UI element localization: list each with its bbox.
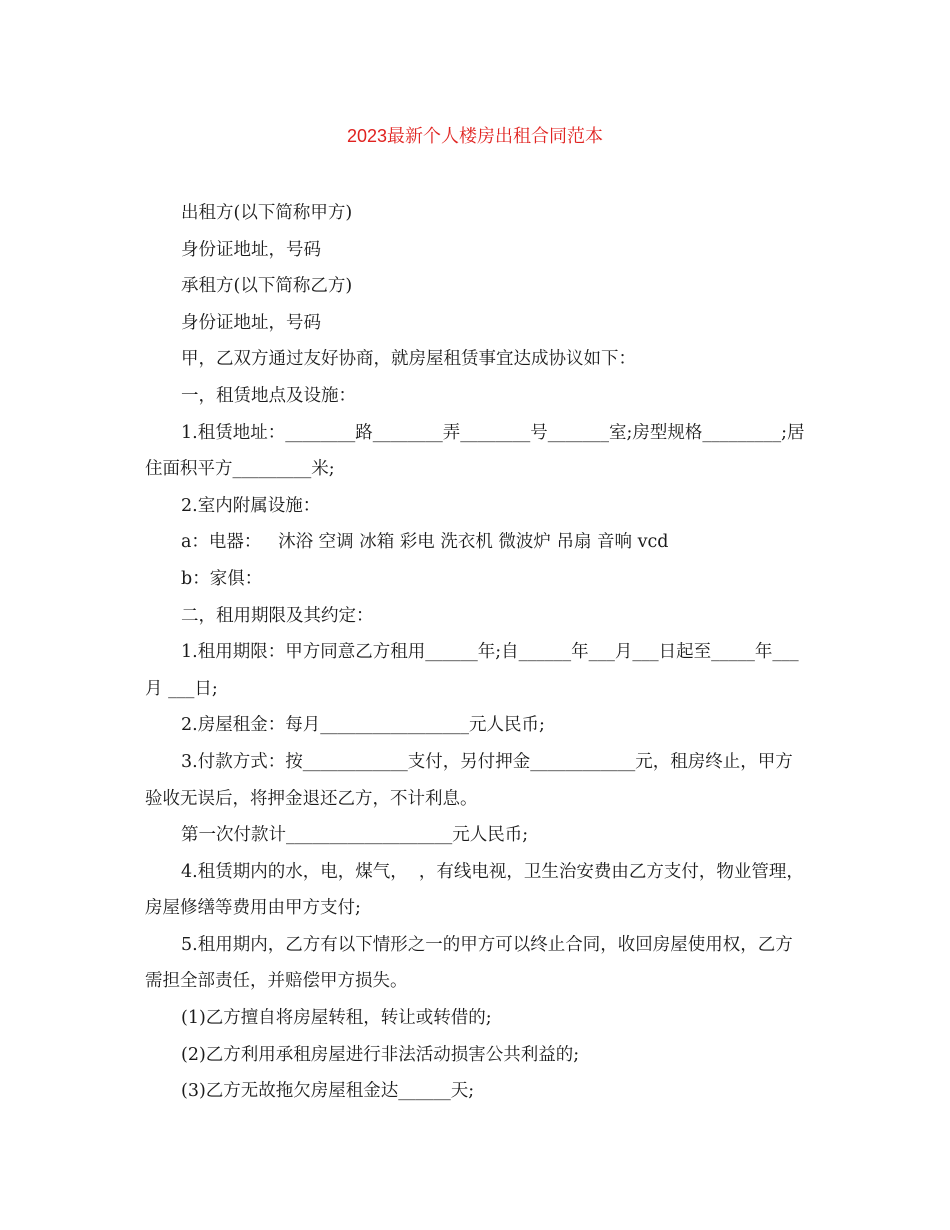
paragraph: 第一次付款计___________________元人民币; [181, 825, 529, 846]
paragraph: 承租方(以下简称乙方) [181, 276, 353, 297]
section-heading: 一，租赁地点及设施： [181, 385, 356, 406]
paragraph: 3.付款方式：按____________支付，另付押金____________元，租房终止，甲方验收无误后，将押金退还乙方，不计利息。 [145, 751, 793, 809]
paragraph: a：电器： 沐浴 空调 冰箱 彩电 洗衣机 微波炉 吊扇 音响 vcd [181, 532, 669, 553]
document-title: 2023最新个人楼房出租合同范本 [346, 126, 604, 146]
list-item: (1)乙方擅自将房屋转租，转让或转借的; [181, 1008, 492, 1029]
paragraph: 身份证地址，号码 [181, 312, 321, 333]
paragraph: 身份证地址，号码 [181, 239, 321, 260]
paragraph: 4.租赁期内的水，电，煤气， ，有线电视，卫生治安费由乙方支付，物业管理，房屋修缮等费用由甲方支付; [145, 861, 804, 919]
paragraph: 1.租用期限：甲方同意乙方租用______年;自______年___月___日起至_____年___月 ___日; [145, 642, 799, 699]
section-heading: 二，租用期限及其约定： [181, 605, 374, 626]
paragraph: 甲，乙双方通过友好协商，就房屋租赁事宜达成协议如下： [181, 349, 636, 370]
paragraph: 出租方(以下简称甲方) [181, 203, 353, 223]
paragraph: 2.房屋租金：每月_________________元人民币; [181, 715, 545, 736]
paragraph: 5.租用期内，乙方有以下情形之一的甲方可以终止合同，收回房屋使用权，乙方需担全部责任，并赔偿甲方损失。 [145, 934, 793, 992]
list-item: (3)乙方无故拖欠房屋租金达______天; [181, 1081, 475, 1102]
list-item: (2)乙方利用承租房屋进行非法活动损害公共利益的; [181, 1044, 580, 1065]
paragraph: 1.租赁地址：________路________弄________号_______室;房型规格_________;居住面积平方_________米; [145, 422, 805, 480]
paragraph: b：家俱： [181, 568, 263, 589]
paragraph: 2.室内附属设施： [181, 495, 321, 516]
document-body [145, 195, 805, 1110]
